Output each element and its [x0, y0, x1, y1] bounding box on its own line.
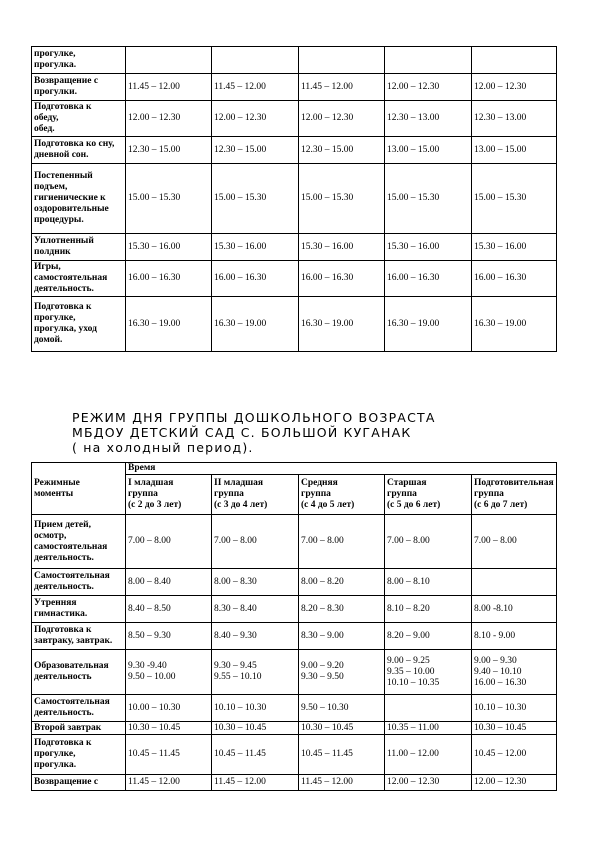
time-text: 8.20 – 9.00	[387, 630, 430, 641]
time-cell	[212, 101, 299, 137]
activity-text: деятельность.	[34, 552, 94, 563]
activity-text: прогулка, уход	[34, 324, 97, 334]
time-cell	[212, 735, 299, 775]
time-text: 8.20 – 8.30	[301, 603, 344, 614]
activity-text: Прием детей,	[34, 519, 91, 530]
activity-text: Подготовка к	[34, 738, 92, 748]
activity-cell	[32, 695, 126, 722]
activity-text: Подготовка к	[34, 625, 92, 635]
activity-text: обед.	[34, 124, 55, 134]
time-cell	[385, 569, 472, 596]
time-cell	[126, 101, 212, 137]
time-cell	[212, 650, 299, 695]
time-text: 15.30 – 16.00	[128, 241, 181, 252]
activity-text: Самостоятельная	[34, 571, 110, 581]
activity-cell	[32, 101, 126, 137]
time-cell	[385, 164, 472, 234]
time-text: 16.00 – 16.30	[128, 273, 181, 283]
time-text: 15.00 – 15.30	[301, 193, 354, 203]
header-group	[212, 475, 299, 515]
schedule-table-cold-period	[31, 462, 557, 791]
activity-cell	[32, 164, 126, 234]
time-text: 11.45 – 12.00	[214, 777, 266, 787]
activity-text: деятельность	[34, 672, 92, 682]
activity-text: Второй завтрак	[34, 722, 102, 733]
time-text: 9.50 – 10.30	[301, 702, 349, 713]
time-text: 11.45 – 12.00	[128, 81, 180, 92]
table-row	[32, 569, 557, 596]
activity-cell	[32, 137, 126, 164]
time-text: 10.30 – 10.45	[214, 722, 267, 733]
time-text: 16.00 – 16.30	[301, 273, 354, 283]
time-cell	[126, 515, 212, 569]
activity-text: Утренняя	[34, 598, 77, 608]
activity-cell	[32, 650, 126, 695]
time-text: 15.30 – 16.00	[214, 241, 267, 252]
header-group-text: I младшая	[128, 478, 174, 488]
header-group	[385, 475, 472, 515]
table-row	[32, 261, 557, 297]
time-cell	[385, 722, 472, 735]
time-text: 8.10 - 9.00	[474, 630, 516, 641]
time-text: 12.00 – 12.30	[387, 777, 440, 787]
time-text: 12.00 – 12.30	[214, 113, 267, 123]
schedule-title	[72, 410, 436, 455]
time-text: 12.00 – 12.30	[474, 777, 527, 787]
time-cell	[126, 735, 212, 775]
time-cell	[299, 137, 385, 164]
time-text: 10.45 – 12.00	[474, 749, 527, 759]
time-text: 12.30 – 15.00	[214, 144, 267, 155]
time-text: 16.30 – 19.00	[128, 318, 181, 329]
time-cell	[472, 722, 557, 735]
header-group-text: (с 5 до 6 лет)	[387, 500, 441, 510]
header-group-text: группа	[474, 489, 504, 499]
time-cell	[212, 722, 299, 735]
activity-text: домой.	[34, 335, 63, 345]
time-cell	[385, 735, 472, 775]
table-row	[32, 164, 557, 234]
table-row	[32, 74, 557, 101]
time-cell	[299, 695, 385, 722]
time-cell	[472, 261, 557, 297]
header-time: Время	[126, 463, 557, 475]
time-cell	[126, 775, 212, 791]
time-cell	[126, 722, 212, 735]
time-cell	[212, 47, 299, 74]
time-cell	[472, 775, 557, 791]
time-text: 11.45 – 12.00	[301, 81, 353, 92]
header-group-text: (с 3 до 4 лет)	[214, 500, 268, 510]
time-text: 8.00 -8.10	[474, 603, 513, 614]
activity-text: Подготовка к	[34, 302, 92, 312]
time-cell	[299, 650, 385, 695]
time-text: 7.00 – 8.00	[387, 536, 430, 546]
schedule-table-continued	[31, 46, 557, 352]
time-text: 7.00 – 8.00	[301, 536, 344, 546]
table-row	[32, 722, 557, 735]
table-row	[32, 515, 557, 569]
time-text: 15.00 – 15.30	[128, 193, 181, 203]
header-group-text: (с 2 до 3 лет)	[128, 500, 182, 510]
activity-cell	[32, 775, 126, 791]
time-text: 12.00 – 12.30	[387, 81, 440, 92]
time-text: 13.00 – 15.00	[387, 144, 440, 155]
activity-text: самостоятельная	[34, 541, 108, 552]
time-text: 9.30 – 9.50	[301, 672, 344, 682]
time-cell	[212, 164, 299, 234]
time-cell	[126, 596, 212, 623]
time-text: 8.00 – 8.20	[301, 576, 344, 587]
table-row	[32, 101, 557, 137]
time-text: 8.40 – 8.50	[128, 603, 171, 614]
header-group-text: группа	[301, 489, 331, 499]
time-cell	[299, 101, 385, 137]
activity-text: Возвращение с	[34, 76, 99, 86]
time-cell	[299, 297, 385, 352]
time-text: 12.00 – 12.30	[301, 113, 354, 123]
time-cell	[472, 234, 557, 261]
time-cell	[212, 297, 299, 352]
time-text: 10.45 – 11.45	[128, 749, 180, 759]
time-text: 9.00 – 9.30	[474, 655, 517, 666]
time-cell	[472, 297, 557, 352]
time-text: 11.45 – 12.00	[128, 777, 180, 787]
time-cell	[299, 234, 385, 261]
activity-text: прогулка.	[34, 760, 77, 770]
time-cell	[212, 596, 299, 623]
time-cell	[472, 569, 557, 596]
time-text: 10.35 – 11.00	[387, 722, 439, 733]
time-cell	[472, 101, 557, 137]
time-text: 15.30 – 16.00	[474, 241, 527, 252]
activity-text: гимнастика.	[34, 609, 88, 619]
activity-text: Постепенный	[34, 171, 93, 181]
header-group	[472, 475, 557, 515]
time-cell	[385, 47, 472, 74]
activity-text: процедуры.	[34, 215, 84, 225]
table-row	[32, 234, 557, 261]
table-row	[32, 735, 557, 775]
time-text: 11.00 – 12.00	[387, 749, 439, 759]
time-cell	[126, 569, 212, 596]
activity-text: гигиенические к	[34, 193, 106, 203]
time-cell	[126, 234, 212, 261]
activity-cell	[32, 74, 126, 101]
title-line: РЕЖИМ ДНЯ ГРУППЫ ДОШКОЛЬНОГО ВОЗРАСТА	[72, 410, 436, 425]
activity-text: Возвращение с	[34, 777, 99, 787]
header-group-text: группа	[128, 489, 158, 499]
time-cell	[472, 735, 557, 775]
time-cell	[299, 596, 385, 623]
activity-text: прогулке,	[34, 49, 76, 59]
time-text: 12.30 – 13.00	[387, 113, 440, 123]
time-cell	[385, 74, 472, 101]
time-text: 8.00 – 8.40	[128, 576, 171, 587]
time-text: 15.30 – 16.00	[387, 241, 440, 252]
time-cell	[299, 261, 385, 297]
activity-text: Игры,	[34, 262, 61, 272]
table-row	[32, 596, 557, 623]
time-text: 10.10 – 10.30	[474, 702, 527, 713]
time-text: 10.30 – 10.45	[128, 722, 181, 733]
time-text: 9.30 -9.40	[128, 661, 167, 671]
activity-text: Самостоятельная	[34, 697, 110, 707]
time-text: 10.30 – 10.45	[301, 722, 354, 733]
time-text: 10.45 – 11.45	[301, 749, 353, 759]
time-text: 9.00 – 9.20	[301, 661, 344, 671]
title-line: ( на холодный период).	[72, 440, 254, 455]
time-text: 15.00 – 15.30	[474, 193, 527, 203]
time-cell	[126, 47, 212, 74]
time-cell	[385, 297, 472, 352]
time-text: 16.00 – 16.30	[474, 677, 527, 688]
time-cell	[299, 164, 385, 234]
time-text: 7.00 – 8.00	[474, 536, 517, 546]
time-text: 16.30 – 19.00	[214, 318, 267, 329]
time-cell	[212, 695, 299, 722]
time-cell	[126, 650, 212, 695]
time-text: 7.00 – 8.00	[214, 536, 257, 546]
time-text: 10.10 – 10.35	[387, 677, 440, 688]
header-group-text: (с 6 до 7 лет)	[474, 500, 528, 510]
time-cell	[299, 74, 385, 101]
time-cell	[385, 515, 472, 569]
time-cell	[212, 623, 299, 650]
time-cell	[472, 515, 557, 569]
activity-cell	[32, 735, 126, 775]
time-cell	[212, 515, 299, 569]
time-text: 12.00 – 12.30	[474, 81, 527, 92]
time-cell	[126, 164, 212, 234]
activity-text: оздоровительные	[34, 204, 109, 214]
time-text: 16.00 – 16.30	[474, 273, 527, 283]
time-cell	[126, 74, 212, 101]
time-text: 8.00 – 8.10	[387, 576, 430, 587]
activity-text: прогулке,	[34, 749, 76, 759]
time-cell	[126, 261, 212, 297]
time-text: 9.30 – 9.45	[214, 661, 257, 671]
time-cell	[472, 74, 557, 101]
time-text: 9.00 – 9.25	[387, 655, 430, 666]
header-group-text: II младшая	[214, 478, 264, 488]
header-group-text: группа	[387, 489, 417, 499]
time-text: 11.45 – 12.00	[301, 777, 353, 787]
time-text: 8.00 – 8.30	[214, 576, 257, 587]
time-cell	[385, 261, 472, 297]
time-cell	[385, 596, 472, 623]
activity-cell	[32, 47, 126, 74]
time-text: 13.00 – 15.00	[474, 144, 527, 155]
time-cell	[472, 650, 557, 695]
time-text: 8.30 – 9.00	[301, 630, 344, 641]
table-row	[32, 650, 557, 695]
time-cell	[212, 261, 299, 297]
time-text: 12.30 – 15.00	[301, 144, 354, 155]
activity-cell	[32, 515, 126, 569]
header-group-text: Старшая	[387, 478, 427, 488]
time-text: 8.50 – 9.30	[128, 630, 171, 641]
activity-text: деятельность.	[34, 708, 94, 718]
activity-text: полдник	[34, 247, 71, 257]
time-text: 12.30 – 15.00	[128, 144, 181, 155]
time-cell	[385, 101, 472, 137]
activity-text: прогулка.	[34, 60, 77, 70]
time-text: 7.00 – 8.00	[128, 536, 171, 546]
activity-text: деятельность.	[34, 582, 94, 592]
time-text: 15.30 – 16.00	[301, 241, 354, 252]
activity-cell	[32, 722, 126, 735]
time-cell	[212, 74, 299, 101]
time-text: 8.30 – 8.40	[214, 603, 257, 614]
time-cell	[299, 623, 385, 650]
time-cell	[126, 623, 212, 650]
time-cell	[212, 775, 299, 791]
table-row	[32, 137, 557, 164]
table-row	[32, 623, 557, 650]
time-cell	[472, 596, 557, 623]
time-cell	[385, 234, 472, 261]
header-group-text: (с 4 до 5 лет)	[301, 500, 355, 510]
activity-text: прогулке,	[34, 313, 76, 323]
time-text: 16.30 – 19.00	[387, 318, 440, 329]
time-text: 10.45 – 11.45	[214, 749, 266, 759]
time-cell	[472, 47, 557, 74]
time-text: 10.00 – 10.30	[128, 702, 181, 713]
header-group	[126, 475, 212, 515]
time-cell	[299, 735, 385, 775]
table-row	[32, 695, 557, 722]
time-text: 16.30 – 19.00	[474, 318, 527, 329]
activity-text: деятельность.	[34, 284, 94, 294]
time-text: 9.55 – 10.10	[214, 672, 262, 682]
activity-text: осмотр,	[34, 530, 67, 541]
time-text: 10.10 – 10.30	[214, 702, 267, 713]
activity-text: завтраку, завтрак.	[34, 636, 113, 646]
time-cell	[385, 650, 472, 695]
header-regime-moments: Режимные моменты	[32, 463, 126, 515]
activity-text: Подготовка ко сну,	[34, 139, 115, 149]
time-text: 8.40 – 9.30	[214, 630, 257, 641]
time-text: 15.00 – 15.30	[214, 193, 267, 203]
time-text: 12.00 – 12.30	[128, 113, 181, 123]
time-cell	[472, 695, 557, 722]
activity-text: Подготовка к	[34, 102, 92, 112]
header-group-text: группа	[214, 489, 244, 499]
activity-text: дневной сон.	[34, 150, 89, 160]
time-text: 16.00 – 16.30	[387, 273, 440, 283]
time-cell	[212, 137, 299, 164]
activity-text: Уплотненный	[34, 236, 94, 246]
header-group-text: Подготовительная	[474, 478, 554, 488]
activity-cell	[32, 234, 126, 261]
time-text: 9.35 – 10.00	[387, 666, 435, 677]
header-group	[299, 475, 385, 515]
table-row	[32, 297, 557, 352]
title-line: МБДОУ ДЕТСКИЙ САД С. БОЛЬШОЙ КУГАНАК	[72, 425, 412, 440]
time-cell	[385, 137, 472, 164]
time-cell	[385, 623, 472, 650]
time-cell	[385, 775, 472, 791]
time-text: 12.30 – 13.00	[474, 113, 527, 123]
time-text: 11.45 – 12.00	[214, 81, 266, 92]
activity-text: обеду,	[34, 113, 59, 123]
time-cell	[299, 515, 385, 569]
time-cell	[299, 569, 385, 596]
time-cell	[126, 695, 212, 722]
time-text: 9.50 – 10.00	[128, 672, 176, 682]
table-row	[32, 47, 557, 74]
time-cell	[126, 297, 212, 352]
activity-text: Образовательная	[34, 661, 109, 671]
time-cell	[299, 775, 385, 791]
time-cell	[212, 569, 299, 596]
header-group-text: Средняя	[301, 478, 338, 488]
time-cell	[472, 164, 557, 234]
time-text: 15.00 – 15.30	[387, 193, 440, 203]
time-text: 16.30 – 19.00	[301, 318, 354, 329]
activity-cell	[32, 297, 126, 352]
table-row	[32, 775, 557, 791]
activity-cell	[32, 623, 126, 650]
time-text: 8.10 – 8.20	[387, 603, 430, 614]
time-cell	[299, 722, 385, 735]
activity-text: прогулки.	[34, 87, 77, 97]
time-cell	[212, 234, 299, 261]
time-text: 16.00 – 16.30	[214, 273, 267, 283]
activity-cell	[32, 596, 126, 623]
time-cell	[472, 623, 557, 650]
activity-cell	[32, 261, 126, 297]
time-cell	[472, 137, 557, 164]
time-text: 9.40 – 10.10	[474, 666, 522, 677]
time-cell	[385, 695, 472, 722]
time-cell	[299, 47, 385, 74]
activity-cell	[32, 569, 126, 596]
time-cell	[126, 137, 212, 164]
activity-text: подъем,	[34, 182, 68, 192]
activity-text: самостоятельная	[34, 273, 108, 283]
time-text: 10.30 – 10.45	[474, 722, 527, 733]
